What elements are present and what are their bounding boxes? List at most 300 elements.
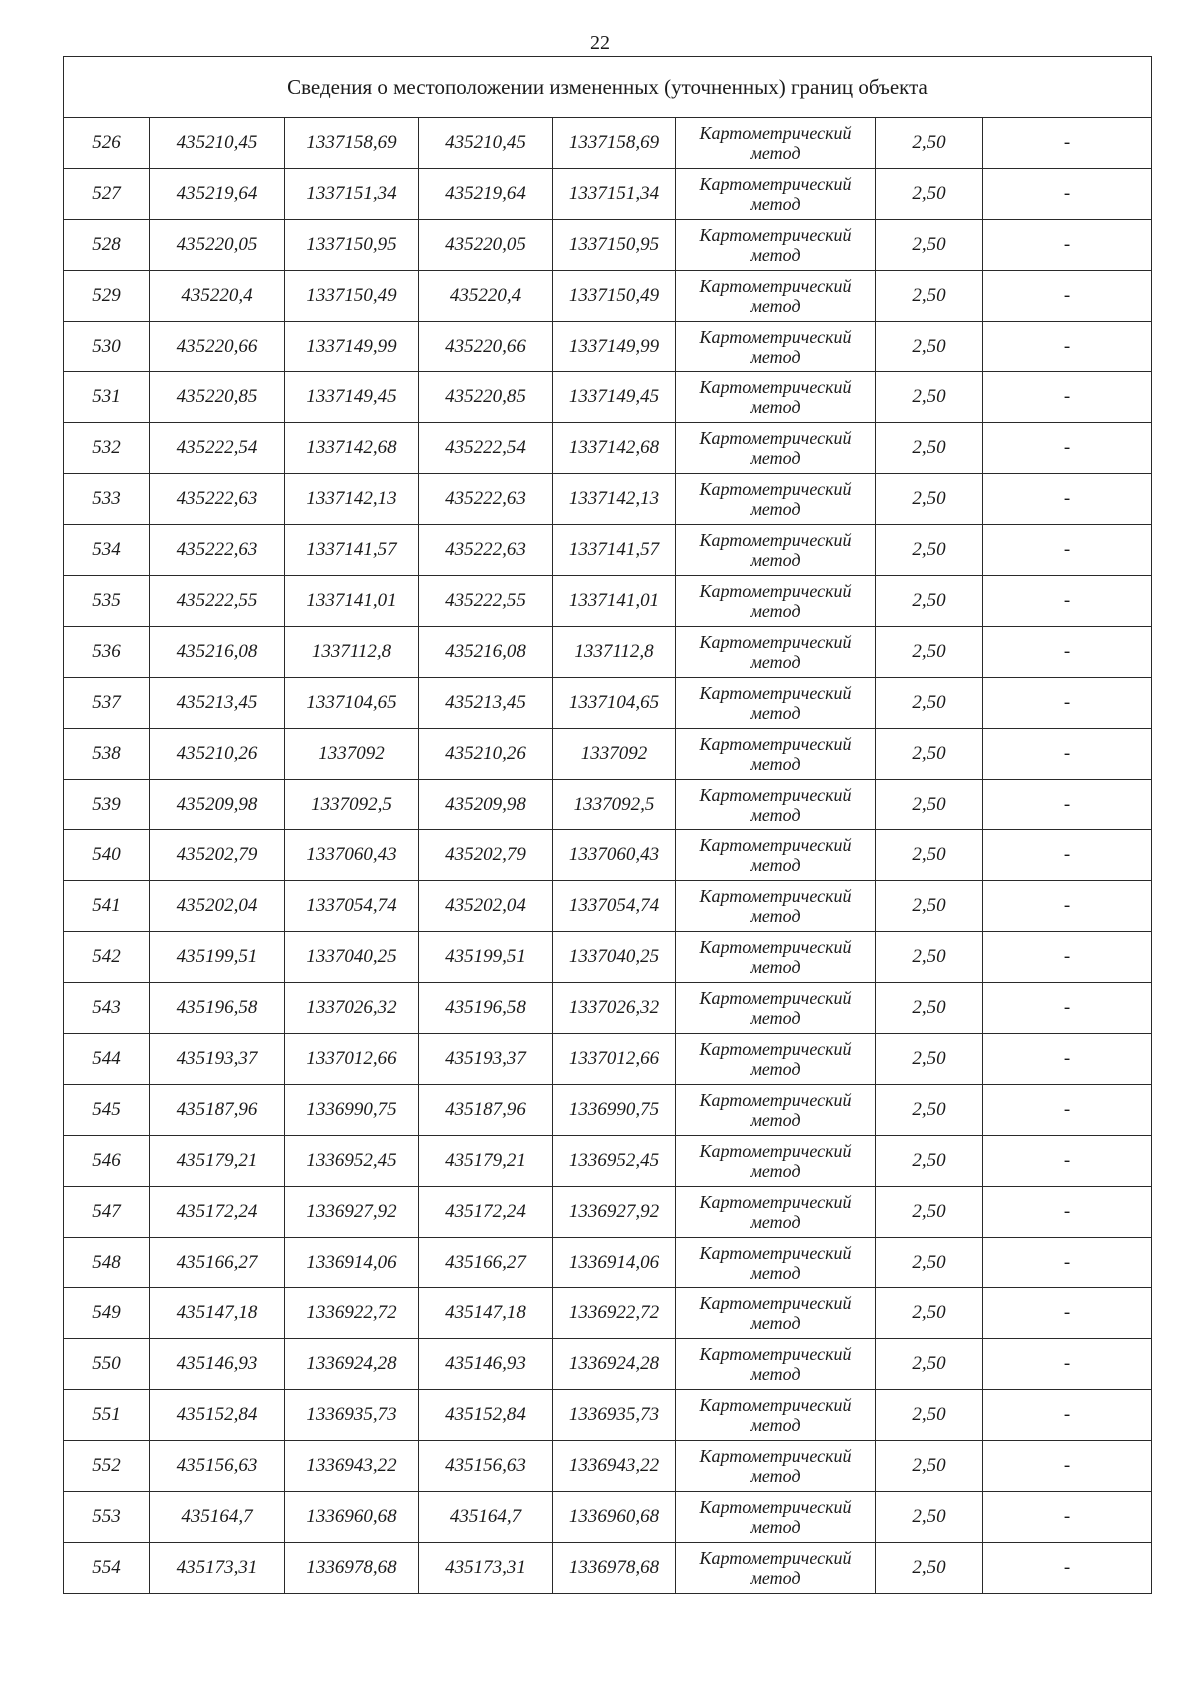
new-y-cell: 1337150,95 (553, 219, 676, 270)
description-cell: - (983, 423, 1152, 474)
old-x-cell: 435210,45 (150, 118, 285, 169)
point-number-cell: 543 (64, 983, 150, 1034)
table-row (64, 372, 1152, 423)
method-line-1: Картометрический (699, 937, 852, 958)
method-cell (676, 779, 876, 830)
new-x-cell: 435220,66 (419, 321, 553, 372)
method-line-1: Картометрический (699, 1293, 852, 1314)
old-y-cell: 1337112,8 (285, 626, 419, 677)
new-y-cell: 1337141,57 (553, 525, 676, 576)
method-cell (676, 321, 876, 372)
description-cell: - (983, 1390, 1152, 1441)
new-x-cell: 435220,4 (419, 270, 553, 321)
page-number: 22 (590, 32, 610, 54)
point-number-cell: 546 (64, 1135, 150, 1186)
old-x-cell: 435222,63 (150, 525, 285, 576)
method-cell (676, 1492, 876, 1543)
method-cell (676, 626, 876, 677)
old-y-cell: 1337054,74 (285, 881, 419, 932)
new-x-cell: 435179,21 (419, 1135, 553, 1186)
old-y-cell: 1336978,68 (285, 1542, 419, 1593)
old-y-cell: 1337092,5 (285, 779, 419, 830)
method-cell (676, 118, 876, 169)
new-y-cell: 1336943,22 (553, 1441, 676, 1492)
old-y-cell: 1336990,75 (285, 1084, 419, 1135)
precision-cell: 2,50 (876, 1441, 983, 1492)
precision-cell: 2,50 (876, 372, 983, 423)
method-cell (676, 1084, 876, 1135)
new-x-cell: 435210,45 (419, 118, 553, 169)
precision-cell: 2,50 (876, 423, 983, 474)
precision-cell: 2,50 (876, 881, 983, 932)
old-x-cell: 435220,4 (150, 270, 285, 321)
description-cell: - (983, 474, 1152, 525)
method-line-2: метод (750, 906, 801, 927)
description-cell: - (983, 983, 1152, 1034)
table-row (64, 626, 1152, 677)
precision-cell: 2,50 (876, 1390, 983, 1441)
old-x-cell: 435146,93 (150, 1339, 285, 1390)
table-row (64, 1492, 1152, 1543)
method-line-2: метод (750, 1008, 801, 1029)
table-row (64, 219, 1152, 270)
method-line-1: Картометрический (699, 835, 852, 856)
new-x-cell: 435213,45 (419, 677, 553, 728)
new-x-cell: 435199,51 (419, 932, 553, 983)
table-row (64, 677, 1152, 728)
table-row (64, 881, 1152, 932)
precision-cell: 2,50 (876, 270, 983, 321)
old-y-cell: 1336943,22 (285, 1441, 419, 1492)
precision-cell: 2,50 (876, 1492, 983, 1543)
method-line-2: метод (750, 193, 801, 214)
method-cell (676, 983, 876, 1034)
description-cell: - (983, 932, 1152, 983)
old-y-cell: 1337141,01 (285, 576, 419, 627)
point-number-cell: 531 (64, 372, 150, 423)
new-y-cell: 1337149,45 (553, 372, 676, 423)
precision-cell: 2,50 (876, 474, 983, 525)
new-y-cell: 1337142,68 (553, 423, 676, 474)
method-line-2: метод (750, 1415, 801, 1436)
description-cell: - (983, 779, 1152, 830)
old-x-cell: 435147,18 (150, 1288, 285, 1339)
precision-cell: 2,50 (876, 728, 983, 779)
description-cell: - (983, 1339, 1152, 1390)
method-cell (676, 1135, 876, 1186)
point-number-cell: 533 (64, 474, 150, 525)
new-y-cell: 1336922,72 (553, 1288, 676, 1339)
method-line-1: Картометрический (699, 1089, 852, 1110)
description-cell: - (983, 830, 1152, 881)
precision-cell: 2,50 (876, 626, 983, 677)
old-y-cell: 1336924,28 (285, 1339, 419, 1390)
method-line-2: метод (750, 651, 801, 672)
point-number-cell: 528 (64, 219, 150, 270)
old-x-cell: 435173,31 (150, 1542, 285, 1593)
precision-cell: 2,50 (876, 168, 983, 219)
precision-cell: 2,50 (876, 1186, 983, 1237)
new-x-cell: 435156,63 (419, 1441, 553, 1492)
old-y-cell: 1337151,34 (285, 168, 419, 219)
method-line-1: Картометрический (699, 1395, 852, 1416)
new-y-cell: 1337142,13 (553, 474, 676, 525)
old-x-cell: 435172,24 (150, 1186, 285, 1237)
point-number-cell: 554 (64, 1542, 150, 1593)
method-cell (676, 1542, 876, 1593)
point-number-cell: 536 (64, 626, 150, 677)
new-y-cell: 1336952,45 (553, 1135, 676, 1186)
new-x-cell: 435196,58 (419, 983, 553, 1034)
new-y-cell: 1337012,66 (553, 1034, 676, 1085)
method-line-2: метод (750, 397, 801, 418)
method-line-1: Картометрический (699, 682, 852, 703)
method-line-2: метод (750, 855, 801, 876)
new-x-cell: 435172,24 (419, 1186, 553, 1237)
new-y-cell: 1336927,92 (553, 1186, 676, 1237)
new-x-cell: 435147,18 (419, 1288, 553, 1339)
method-line-2: метод (750, 600, 801, 621)
method-line-2: метод (750, 1211, 801, 1232)
description-cell: - (983, 270, 1152, 321)
precision-cell: 2,50 (876, 1288, 983, 1339)
method-line-1: Картометрический (699, 122, 852, 143)
new-y-cell: 1336935,73 (553, 1390, 676, 1441)
new-y-cell: 1337054,74 (553, 881, 676, 932)
old-x-cell: 435222,55 (150, 576, 285, 627)
method-line-2: метод (750, 1313, 801, 1334)
old-y-cell: 1337149,99 (285, 321, 419, 372)
method-cell (676, 830, 876, 881)
method-cell (676, 372, 876, 423)
method-cell (676, 881, 876, 932)
old-y-cell: 1337060,43 (285, 830, 419, 881)
new-y-cell: 1336924,28 (553, 1339, 676, 1390)
method-cell (676, 728, 876, 779)
method-line-2: метод (750, 499, 801, 520)
new-x-cell: 435220,05 (419, 219, 553, 270)
table-row (64, 1339, 1152, 1390)
description-cell: - (983, 1542, 1152, 1593)
old-y-cell: 1336935,73 (285, 1390, 419, 1441)
method-line-2: метод (750, 1364, 801, 1385)
old-x-cell: 435213,45 (150, 677, 285, 728)
precision-cell: 2,50 (876, 1237, 983, 1288)
new-y-cell: 1336914,06 (553, 1237, 676, 1288)
new-x-cell: 435220,85 (419, 372, 553, 423)
precision-cell: 2,50 (876, 321, 983, 372)
table-row (64, 1542, 1152, 1593)
method-cell (676, 1237, 876, 1288)
old-x-cell: 435164,7 (150, 1492, 285, 1543)
precision-cell: 2,50 (876, 1084, 983, 1135)
old-y-cell: 1337149,45 (285, 372, 419, 423)
method-line-1: Картометрический (699, 1140, 852, 1161)
point-number-cell: 551 (64, 1390, 150, 1441)
description-cell: - (983, 1034, 1152, 1085)
table-row (64, 168, 1152, 219)
old-y-cell: 1336952,45 (285, 1135, 419, 1186)
method-line-1: Картометрический (699, 377, 852, 398)
method-line-2: метод (750, 1109, 801, 1130)
method-line-2: метод (750, 550, 801, 571)
old-y-cell: 1337142,13 (285, 474, 419, 525)
old-y-cell: 1337026,32 (285, 983, 419, 1034)
precision-cell: 2,50 (876, 1542, 983, 1593)
new-x-cell: 435222,55 (419, 576, 553, 627)
point-number-cell: 548 (64, 1237, 150, 1288)
description-cell: - (983, 1288, 1152, 1339)
table-row (64, 1135, 1152, 1186)
old-y-cell: 1337104,65 (285, 677, 419, 728)
method-line-1: Картометрический (699, 1242, 852, 1263)
point-number-cell: 545 (64, 1084, 150, 1135)
table-body (64, 118, 1152, 1594)
method-line-1: Картометрический (699, 530, 852, 551)
new-y-cell: 1337060,43 (553, 830, 676, 881)
new-y-cell: 1337104,65 (553, 677, 676, 728)
old-x-cell: 435193,37 (150, 1034, 285, 1085)
method-line-1: Картометрический (699, 1496, 852, 1517)
method-line-1: Картометрический (699, 580, 852, 601)
point-number-cell: 534 (64, 525, 150, 576)
old-y-cell: 1336914,06 (285, 1237, 419, 1288)
method-line-2: метод (750, 804, 801, 825)
method-line-1: Картометрический (699, 224, 852, 245)
point-number-cell: 544 (64, 1034, 150, 1085)
new-x-cell: 435193,37 (419, 1034, 553, 1085)
old-y-cell: 1337141,57 (285, 525, 419, 576)
description-cell: - (983, 168, 1152, 219)
point-number-cell: 540 (64, 830, 150, 881)
table-row (64, 1288, 1152, 1339)
precision-cell: 2,50 (876, 1135, 983, 1186)
table-row (64, 1441, 1152, 1492)
point-number-cell: 541 (64, 881, 150, 932)
new-y-cell: 1336990,75 (553, 1084, 676, 1135)
method-line-2: метод (750, 957, 801, 978)
method-line-1: Картометрический (699, 784, 852, 805)
precision-cell: 2,50 (876, 219, 983, 270)
boundary-coordinates-table (63, 56, 1152, 1594)
new-y-cell: 1337040,25 (553, 932, 676, 983)
description-cell: - (983, 1492, 1152, 1543)
method-line-1: Картометрический (699, 988, 852, 1009)
old-x-cell: 435199,51 (150, 932, 285, 983)
point-number-cell: 527 (64, 168, 150, 219)
new-y-cell: 1336960,68 (553, 1492, 676, 1543)
new-x-cell: 435146,93 (419, 1339, 553, 1390)
table-row (64, 830, 1152, 881)
table-row (64, 728, 1152, 779)
method-line-2: метод (750, 346, 801, 367)
new-x-cell: 435187,96 (419, 1084, 553, 1135)
old-x-cell: 435222,54 (150, 423, 285, 474)
table-row (64, 474, 1152, 525)
table-row (64, 1084, 1152, 1135)
method-line-1: Картометрический (699, 275, 852, 296)
precision-cell: 2,50 (876, 525, 983, 576)
description-cell: - (983, 372, 1152, 423)
table-row (64, 932, 1152, 983)
method-line-1: Картометрический (699, 631, 852, 652)
table-row (64, 1390, 1152, 1441)
method-line-2: метод (750, 1058, 801, 1079)
description-cell: - (983, 1135, 1152, 1186)
old-y-cell: 1336960,68 (285, 1492, 419, 1543)
point-number-cell: 526 (64, 118, 150, 169)
precision-cell: 2,50 (876, 830, 983, 881)
old-x-cell: 435152,84 (150, 1390, 285, 1441)
point-number-cell: 537 (64, 677, 150, 728)
method-cell (676, 677, 876, 728)
old-y-cell: 1337142,68 (285, 423, 419, 474)
method-cell (676, 1339, 876, 1390)
point-number-cell: 547 (64, 1186, 150, 1237)
old-y-cell: 1337150,95 (285, 219, 419, 270)
new-x-cell: 435173,31 (419, 1542, 553, 1593)
old-y-cell: 1336922,72 (285, 1288, 419, 1339)
old-x-cell: 435220,85 (150, 372, 285, 423)
method-line-1: Картометрический (699, 428, 852, 449)
new-y-cell: 1337150,49 (553, 270, 676, 321)
description-cell: - (983, 118, 1152, 169)
table-row (64, 779, 1152, 830)
method-line-1: Картометрический (699, 1038, 852, 1059)
new-y-cell: 1336978,68 (553, 1542, 676, 1593)
description-cell: - (983, 728, 1152, 779)
method-line-2: метод (750, 448, 801, 469)
method-line-1: Картометрический (699, 1446, 852, 1467)
method-cell (676, 1441, 876, 1492)
description-cell: - (983, 576, 1152, 627)
description-cell: - (983, 677, 1152, 728)
new-y-cell: 1337141,01 (553, 576, 676, 627)
old-x-cell: 435222,63 (150, 474, 285, 525)
new-x-cell: 435166,27 (419, 1237, 553, 1288)
precision-cell: 2,50 (876, 576, 983, 627)
new-x-cell: 435222,63 (419, 474, 553, 525)
new-y-cell: 1337158,69 (553, 118, 676, 169)
point-number-cell: 539 (64, 779, 150, 830)
new-x-cell: 435216,08 (419, 626, 553, 677)
old-y-cell: 1337158,69 (285, 118, 419, 169)
description-cell: - (983, 881, 1152, 932)
new-x-cell: 435209,98 (419, 779, 553, 830)
new-y-cell: 1337151,34 (553, 168, 676, 219)
description-cell: - (983, 1237, 1152, 1288)
point-number-cell: 535 (64, 576, 150, 627)
description-cell: - (983, 626, 1152, 677)
old-y-cell: 1337092 (285, 728, 419, 779)
old-x-cell: 435196,58 (150, 983, 285, 1034)
description-cell: - (983, 1186, 1152, 1237)
method-line-2: метод (750, 1160, 801, 1181)
table-row (64, 1034, 1152, 1085)
old-y-cell: 1337150,49 (285, 270, 419, 321)
point-number-cell: 529 (64, 270, 150, 321)
old-x-cell: 435216,08 (150, 626, 285, 677)
new-y-cell: 1337112,8 (553, 626, 676, 677)
table-header-row (64, 57, 1152, 118)
method-cell (676, 1288, 876, 1339)
method-cell (676, 1034, 876, 1085)
method-line-1: Картометрический (699, 326, 852, 347)
method-line-2: метод (750, 295, 801, 316)
method-cell (676, 525, 876, 576)
method-line-2: метод (750, 142, 801, 163)
table-row (64, 270, 1152, 321)
method-line-1: Картометрический (699, 886, 852, 907)
old-x-cell: 435220,66 (150, 321, 285, 372)
old-x-cell: 435166,27 (150, 1237, 285, 1288)
method-line-2: метод (750, 244, 801, 265)
method-line-2: метод (750, 1466, 801, 1487)
precision-cell: 2,50 (876, 677, 983, 728)
point-number-cell: 542 (64, 932, 150, 983)
precision-cell: 2,50 (876, 983, 983, 1034)
method-line-2: метод (750, 753, 801, 774)
precision-cell: 2,50 (876, 1339, 983, 1390)
method-cell (676, 423, 876, 474)
old-x-cell: 435209,98 (150, 779, 285, 830)
description-cell: - (983, 525, 1152, 576)
point-number-cell: 538 (64, 728, 150, 779)
method-line-1: Картометрический (699, 1191, 852, 1212)
description-cell: - (983, 1441, 1152, 1492)
new-x-cell: 435222,54 (419, 423, 553, 474)
old-x-cell: 435210,26 (150, 728, 285, 779)
description-cell: - (983, 1084, 1152, 1135)
old-x-cell: 435202,79 (150, 830, 285, 881)
method-line-2: метод (750, 1516, 801, 1537)
point-number-cell: 549 (64, 1288, 150, 1339)
new-y-cell: 1337026,32 (553, 983, 676, 1034)
point-number-cell: 553 (64, 1492, 150, 1543)
new-y-cell: 1337149,99 (553, 321, 676, 372)
description-cell: - (983, 321, 1152, 372)
point-number-cell: 552 (64, 1441, 150, 1492)
method-cell (676, 1186, 876, 1237)
method-line-2: метод (750, 1567, 801, 1588)
precision-cell: 2,50 (876, 779, 983, 830)
point-number-cell: 530 (64, 321, 150, 372)
table-row (64, 576, 1152, 627)
method-cell (676, 219, 876, 270)
table-row (64, 1186, 1152, 1237)
table-title: Сведения о местоположении измененных (уточненных) границ объекта (64, 57, 1152, 118)
old-x-cell: 435202,04 (150, 881, 285, 932)
method-cell (676, 270, 876, 321)
point-number-cell: 550 (64, 1339, 150, 1390)
table-row (64, 983, 1152, 1034)
new-y-cell: 1337092 (553, 728, 676, 779)
point-number-cell: 532 (64, 423, 150, 474)
method-line-1: Картометрический (699, 1547, 852, 1568)
method-line-1: Картометрический (699, 1344, 852, 1365)
new-x-cell: 435202,79 (419, 830, 553, 881)
description-cell: - (983, 219, 1152, 270)
method-cell (676, 474, 876, 525)
old-x-cell: 435179,21 (150, 1135, 285, 1186)
new-x-cell: 435202,04 (419, 881, 553, 932)
new-x-cell: 435219,64 (419, 168, 553, 219)
method-line-1: Картометрический (699, 173, 852, 194)
old-y-cell: 1337012,66 (285, 1034, 419, 1085)
method-line-1: Картометрический (699, 733, 852, 754)
new-x-cell: 435164,7 (419, 1492, 553, 1543)
precision-cell: 2,50 (876, 1034, 983, 1085)
